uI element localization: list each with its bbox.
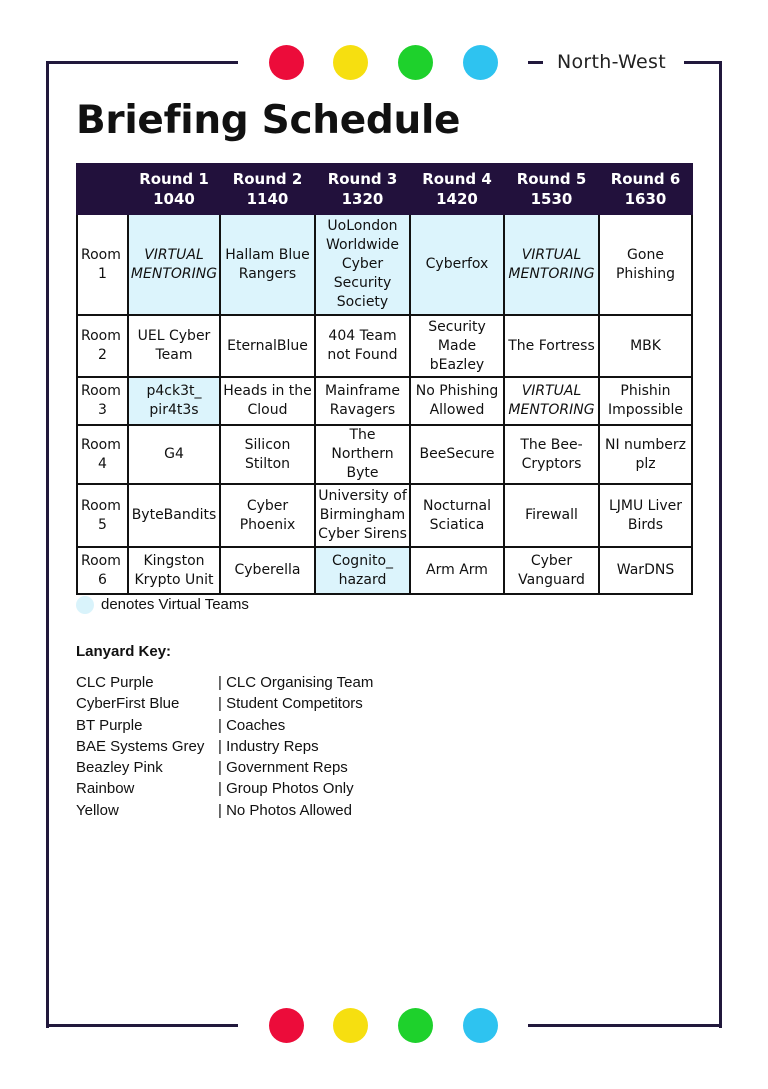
frame-right-line [719, 61, 722, 1028]
lanyard-name: Beazley Pink [76, 759, 163, 777]
team-cell: NI numberz plz [599, 425, 692, 484]
column-header [599, 164, 692, 214]
team-cell: Silicon Stilton [220, 425, 315, 484]
room-label [77, 484, 128, 547]
round-time: 1140 [246, 190, 289, 208]
list-item [76, 715, 373, 736]
room-word: Room [81, 383, 121, 399]
team-cell: Cyberella [220, 547, 315, 594]
team-cell: G4 [128, 425, 220, 484]
lanyard-role: | No Photos Allowed [218, 801, 352, 819]
team-cell: Nocturnal Sciatica [410, 484, 504, 547]
room-word: Room [81, 552, 121, 569]
table-row [77, 547, 692, 594]
lanyard-name: Rainbow [76, 780, 135, 798]
lanyard-name: Yellow [76, 801, 119, 819]
column-header [315, 164, 410, 214]
room-number: 1 [98, 265, 107, 282]
team-cell: University of Birmingham Cyber Sirens [315, 484, 410, 547]
lanyard-key-list [76, 672, 373, 821]
red-dot [269, 1008, 304, 1043]
team-cell: p4ck3t_ pir4t3s [128, 377, 220, 425]
room-number: 5 [98, 516, 107, 533]
round-time: 1420 [436, 190, 478, 208]
column-header [410, 164, 504, 214]
blue-dot [463, 45, 498, 80]
table-row [77, 425, 692, 484]
team-cell: Mainframe Ravagers [315, 377, 410, 425]
frame-top-left-line [46, 61, 238, 64]
team-cell: Kingston Krypto Unit [128, 547, 220, 594]
team-cell: Cyber Phoenix [220, 484, 315, 547]
virtual-legend [76, 596, 249, 614]
team-cell: EternalBlue [220, 315, 315, 377]
frame-bottom-right-line [528, 1024, 722, 1027]
team-cell: ByteBandits [128, 484, 220, 547]
room-number: 4 [98, 455, 107, 472]
column-header [220, 164, 315, 214]
round-time: 1320 [341, 190, 384, 208]
round-label: Round 4 [422, 170, 492, 188]
team-cell: MBK [599, 315, 692, 377]
blue-dot [463, 1008, 498, 1043]
frame-top-right-line [684, 61, 722, 64]
list-item [76, 757, 373, 778]
green-dot [398, 1008, 433, 1043]
round-time: 1630 [624, 190, 667, 208]
team-cell: Cyber Vanguard [504, 547, 599, 594]
list-item [76, 778, 373, 799]
round-label: Round 6 [610, 170, 681, 188]
lanyard-name: CyberFirst Blue [76, 695, 180, 713]
table-row [77, 377, 692, 425]
round-label: Round 2 [232, 170, 303, 188]
team-cell: Security Made bEazley [410, 315, 504, 377]
header-corner [77, 164, 128, 214]
page-title: Briefing Schedule [76, 98, 461, 143]
list-item [76, 693, 373, 714]
team-cell: 404 Team not Found [315, 315, 410, 377]
frame-bottom-left-line [46, 1024, 238, 1027]
team-cell: The Bee-Cryptors [504, 425, 599, 484]
team-cell: The Fortress [504, 315, 599, 377]
round-label: Round 3 [327, 170, 398, 188]
table-header-row [77, 164, 692, 214]
team-cell: WarDNS [599, 547, 692, 594]
team-cell: Cognito_ hazard [315, 547, 410, 594]
lanyard-key-title: Lanyard Key: [76, 643, 172, 660]
room-word: Room [81, 497, 121, 514]
list-item [76, 672, 373, 693]
team-cell: The Northern Byte [315, 425, 410, 484]
team-cell: VIRTUAL MENTORING [128, 214, 220, 315]
room-word: Room [81, 246, 121, 263]
list-item [76, 736, 373, 757]
room-label [77, 425, 128, 484]
virtual-swatch [76, 596, 94, 614]
table-row [77, 214, 692, 315]
team-cell: No Phishing Allowed [410, 377, 504, 425]
round-time: 1040 [153, 190, 195, 208]
room-number: 2 [98, 347, 107, 363]
room-label [77, 547, 128, 594]
team-cell: Phishin Impossible [599, 377, 692, 425]
schedule-table [76, 163, 693, 595]
list-item [76, 800, 373, 821]
frame-left-line [46, 61, 49, 1028]
team-cell: Cyberfox [410, 214, 504, 315]
team-cell: UoLondon Worldwide Cyber Security Society [315, 214, 410, 315]
table-row [77, 315, 692, 377]
round-label: Round 1 [139, 170, 209, 188]
column-header [504, 164, 599, 214]
team-cell: VIRTUAL MENTORING [504, 377, 599, 425]
room-word: Room [81, 436, 121, 453]
room-label [77, 214, 128, 315]
lanyard-role: | Group Photos Only [218, 780, 354, 798]
frame-top-mid-line [528, 61, 543, 64]
red-dot [269, 45, 304, 80]
room-word: Room [81, 328, 121, 344]
room-label [77, 315, 128, 377]
lanyard-role: | Student Competitors [218, 695, 363, 713]
lanyard-role: | Industry Reps [218, 737, 319, 755]
lanyard-name: BAE Systems Grey [76, 737, 205, 755]
table-row [77, 484, 692, 547]
yellow-dot [333, 1008, 368, 1043]
lanyard-role: | CLC Organising Team [218, 674, 374, 691]
team-cell: VIRTUAL MENTORING [504, 214, 599, 315]
legend-text: denotes Virtual Teams [101, 596, 249, 613]
lanyard-name: CLC Purple [76, 674, 154, 691]
team-cell: Heads in the Cloud [220, 377, 315, 425]
team-cell: Arm Arm [410, 547, 504, 594]
room-number: 6 [98, 571, 107, 588]
lanyard-role: | Coaches [218, 716, 286, 734]
team-cell: BeeSecure [410, 425, 504, 484]
team-cell: Firewall [504, 484, 599, 547]
yellow-dot [333, 45, 368, 80]
room-label [77, 377, 128, 425]
round-label: Round 5 [516, 170, 587, 188]
team-cell: Hallam Blue Rangers [220, 214, 315, 315]
team-cell: Gone Phishing [599, 214, 692, 315]
region-label: North-West [557, 51, 666, 73]
green-dot [398, 45, 433, 80]
lanyard-name: BT Purple [76, 716, 143, 734]
round-time: 1530 [530, 190, 573, 208]
lanyard-role: | Government Reps [218, 759, 348, 777]
team-cell: UEL Cyber Team [128, 315, 220, 377]
team-cell: LJMU Liver Birds [599, 484, 692, 547]
room-number: 3 [98, 402, 107, 418]
column-header [128, 164, 220, 214]
